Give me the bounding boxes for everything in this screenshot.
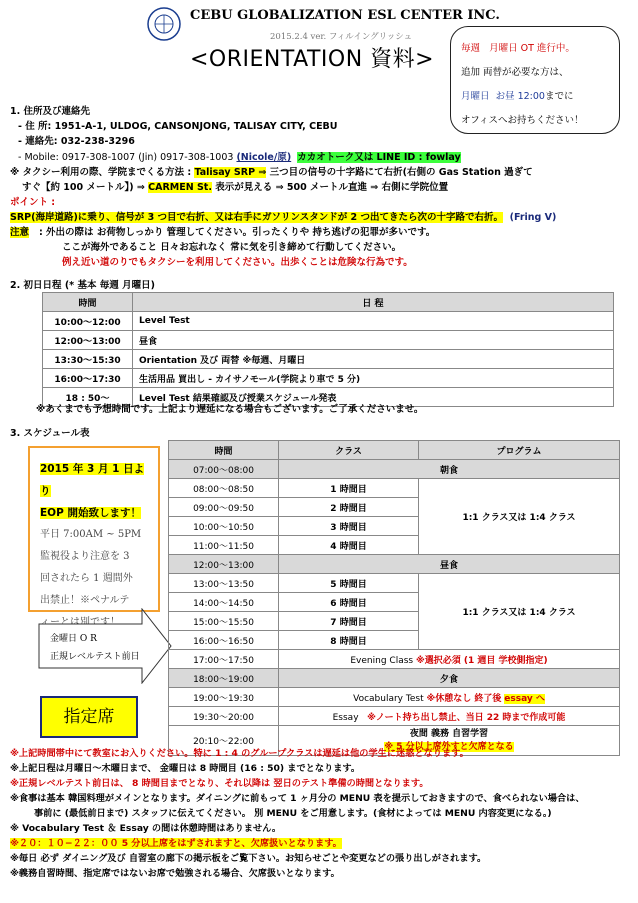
class-type-cell: 1:1 クラス又は 1:4 クラス [419, 479, 620, 555]
table-row [43, 369, 614, 388]
col-class: クラス [279, 441, 419, 460]
taxi2-highlight: CARMEN St. [148, 182, 212, 193]
row-time: 17:00〜17:50 [169, 650, 279, 669]
arrow-callout [38, 608, 172, 684]
table-row [169, 669, 620, 688]
table-row [169, 460, 620, 479]
table-row [43, 331, 614, 350]
eop-line5: 回されたら 1 週間外 [40, 573, 133, 584]
caution-text1: : 外出の際は お荷物しっかり 管理してください。引ったくりや 持ち逃げの犯罪が多いです。 [38, 227, 436, 238]
dinner-cell: 夕食 [279, 669, 620, 688]
note-5: 事前に (最低前日まで) スタッフに伝えてください。 別 MENU をご用意します。(食材によっては MENU 内容変更になる。) [34, 808, 552, 819]
row-time: 19:00〜19:30 [169, 688, 279, 707]
fring-label: (Fring V) [509, 212, 557, 223]
row-class: 4 時間目 [279, 536, 419, 555]
row-class: 7 時間目 [279, 612, 419, 631]
row-time: 08:00〜08:50 [169, 479, 279, 498]
table-row [169, 688, 620, 707]
row-class: 5 時間目 [279, 574, 419, 593]
taxi2-post: 表示が見える ⇒ 500 メートル直進 ⇒ 右側に学院位置 [215, 182, 449, 193]
table-row [169, 574, 620, 593]
mobile-line [18, 150, 461, 165]
notice-line3a: 月曜日 [461, 91, 490, 102]
table-row [43, 312, 614, 331]
row-time: 15:00〜15:50 [169, 612, 279, 631]
col-time: 時間 [169, 441, 279, 460]
caution-line2: ここが海外であること 日々お忘れなく 常に気を引き締めて行動してください。 [62, 242, 402, 253]
note-2: ※上記日程は月曜日〜木曜日まで、 金曜日は 8 時間目 (16 : 50) までとなります。 [10, 763, 361, 774]
vocab-cell [279, 688, 620, 707]
note-7 [10, 837, 342, 852]
section2-heading: 2. 初日日程 (* 基本 毎週 月曜日) [10, 280, 155, 291]
eop-line1: 2015 年 3 月 1 日より [40, 463, 145, 497]
point-label: ポイント : [10, 197, 56, 208]
srp-highlight: SRP(海岸道路)に乗り、信号が 3 つ目で右折、又は右手にガソリンスタンドが 2 つ出てきたら次の十字路で右折。 [10, 212, 503, 223]
class-type-cell: 1:1 クラス又は 1:4 クラス [419, 574, 620, 650]
row-time: 14:00〜14:50 [169, 593, 279, 612]
section2-note: ※あくまでも予想時間です。上記より遅延になる場合もございます。ご了承くださいませ。 [36, 404, 424, 415]
taxi1-post: 三つ目の信号の十字路にて右折(右側の Gas Station 過ぎて [269, 167, 533, 178]
caution-line1 [10, 225, 435, 240]
row-time: 13:00〜13:50 [169, 574, 279, 593]
breakfast-cell: 朝食 [279, 460, 620, 479]
table-row [169, 479, 620, 498]
note-7-text: ※２０：１０−２２：００ 5 分以上席をはずされますと、欠席扱いとなります。 [10, 838, 342, 849]
notice-line1a: 毎週 [461, 43, 481, 54]
notice-line3b: お昼 12:00 [495, 91, 545, 102]
row-item: Level Test [133, 312, 614, 331]
mobile-contact-name: (Nicole/原) [236, 152, 292, 163]
address-line: - 住 所: 1951-A-1, ULDOG, CANSONJONG, TALISAY CITY, CEBU [18, 121, 338, 132]
kakao-line-id: カカオトーク又は LINE ID : fowlay [297, 152, 461, 163]
row-time: 12:00〜13:00 [43, 331, 133, 350]
evening-label: Evening Class [350, 655, 414, 666]
mobile-numbers: - Mobile: 0917-308-1007 (Jin) 0917-308-1003 [18, 152, 234, 163]
row-time: 18 : 50〜 [43, 388, 133, 407]
taxi1-highlight: Talisay SRP ⇒ [194, 167, 267, 178]
col-schedule: 日 程 [133, 293, 614, 312]
tel-line: - 連絡先: 032-238-3296 [18, 136, 135, 147]
evening-cell [279, 650, 620, 669]
night-note: ※ 5 分以上席外すと欠席となる [384, 741, 514, 752]
taxi-line1 [10, 165, 533, 180]
page-heading: <ORIENTATION 資料> [190, 47, 435, 72]
row-time: 16:00〜17:30 [43, 369, 133, 388]
vocab-note: ※休憩なし 終了後 [426, 693, 502, 704]
essay-cell [279, 707, 620, 726]
col-program: プログラム [419, 441, 620, 460]
row-item: Orientation 及び 両替 ※毎週、月曜日 [133, 350, 614, 369]
notice-line3c: までに [544, 91, 574, 102]
designated-seat-label: 指定席 [40, 696, 138, 738]
row-class: 3 時間目 [279, 517, 419, 536]
note-4: ※食事は基本 韓国料理がメインとなります。ダイニングに前もって 1 ヶ月分の MENU 表を提示しておきますので、食べられない場合は、 [10, 793, 585, 804]
note-8: ※毎日 必ず ダイニング及び 自習室の廊下の掲示板をご覧下さい。お知らせごとや変更などの張り出しがされます。 [10, 853, 487, 864]
eop-line6: 出禁止！※ペナルテ [40, 595, 130, 606]
notice-line1b: 月曜日 OT 進行中。 [489, 43, 575, 54]
section1-heading: 1. 住所及び連絡先 [10, 106, 91, 117]
first-day-table [42, 292, 614, 407]
note-3: ※正規レベルテスト前日は、 8 時間目までとなり、それ以降は 翌日のテスト準備の時間となります。 [10, 778, 429, 789]
table-row [169, 707, 620, 726]
note-1: ※上記時間帯中にて教室にお入りください。特に 1 : 4 のグループクラスは遅延は他の学生に迷惑となります。 [10, 748, 469, 759]
arrow-text2: 正規レベルテスト前日 [50, 652, 140, 662]
eop-line7: ィーとは別です！ [40, 617, 120, 628]
notice-line2: 追加 両替が必要な方は、 [461, 67, 569, 78]
schedule-table [168, 440, 620, 756]
section3-heading: 3. スケジュール表 [10, 428, 90, 439]
row-class: 1 時間目 [279, 479, 419, 498]
notice-line4: オフィスへお持ちください！ [461, 115, 584, 126]
eop-line2: EOP 開始致します！ [40, 507, 141, 519]
row-item: 生活用品 買出し - カイサノモール(学院より車で 5 分) [133, 369, 614, 388]
vocab-label: Vocabulary Test [353, 693, 424, 704]
eop-line4: 監視役より注意を 3 [40, 551, 130, 562]
row-time: 18:00〜19:00 [169, 669, 279, 688]
row-time: 11:00〜11:50 [169, 536, 279, 555]
row-time: 10:00〜12:00 [43, 312, 133, 331]
version-label: 2015.2.4 ver. フィルイングリッシュ [270, 32, 413, 42]
essay-label: Essay [332, 712, 359, 723]
evening-note: ※選択必須 (1 週目 学校側指定) [415, 655, 548, 666]
row-item: Level Test 結果確認及び授業スケジュール発表 [133, 388, 614, 407]
row-time: 10:00〜10:50 [169, 517, 279, 536]
vocab-highlight: essay へ [504, 693, 545, 704]
row-class: 6 時間目 [279, 593, 419, 612]
essay-note: ※ノート持ち出し禁止、当日 22 時まで作成可能 [367, 712, 566, 723]
row-time: 16:00〜16:50 [169, 631, 279, 650]
row-time: 19:30〜20:00 [169, 707, 279, 726]
notice-box [450, 26, 620, 134]
row-class: 8 時間目 [279, 631, 419, 650]
row-time: 13:30〜15:30 [43, 350, 133, 369]
caution-label: 注意 [10, 227, 30, 238]
note-6: ※ Vocabulary Test ＆ Essay の間は休憩時間はありません。 [10, 823, 282, 834]
taxi-line2 [22, 180, 448, 195]
col-time: 時間 [43, 293, 133, 312]
taxi1-pre: ※ タクシー利用の際、学院までくる方法 : [10, 167, 192, 178]
row-item: 昼食 [133, 331, 614, 350]
night-label: 夜間 義務 自習学習 [409, 728, 489, 739]
eop-line3: 平日 7:00AM ~ 5PM [40, 529, 142, 540]
taxi2-pre: すぐ【約 100 メートル】) ⇒ [22, 182, 145, 193]
row-time: 09:00〜09:50 [169, 498, 279, 517]
table-row [169, 650, 620, 669]
table-row [169, 555, 620, 574]
arrow-text1: 金曜日 O R [50, 634, 97, 644]
table-row [43, 350, 614, 369]
caution-line3: 例え近い道のりでもタクシーを利用してください。出歩くことは危険な行為です。 [62, 257, 413, 268]
srp-line [10, 210, 556, 225]
row-time: 20:10〜22:00 [169, 726, 279, 756]
school-title: CEBU GLOBALIZATION ESL CENTER INC. [190, 8, 500, 23]
row-class: 2 時間目 [279, 498, 419, 517]
lunch-cell: 昼食 [279, 555, 620, 574]
row-time: 12:00〜13:00 [169, 555, 279, 574]
school-logo [146, 6, 182, 42]
note-9: ※義務自習時間、指定席ではないお席で勉強される場合、欠席扱いとなります。 [10, 868, 340, 879]
row-time: 07:00〜08:00 [169, 460, 279, 479]
eop-notice [28, 446, 160, 628]
